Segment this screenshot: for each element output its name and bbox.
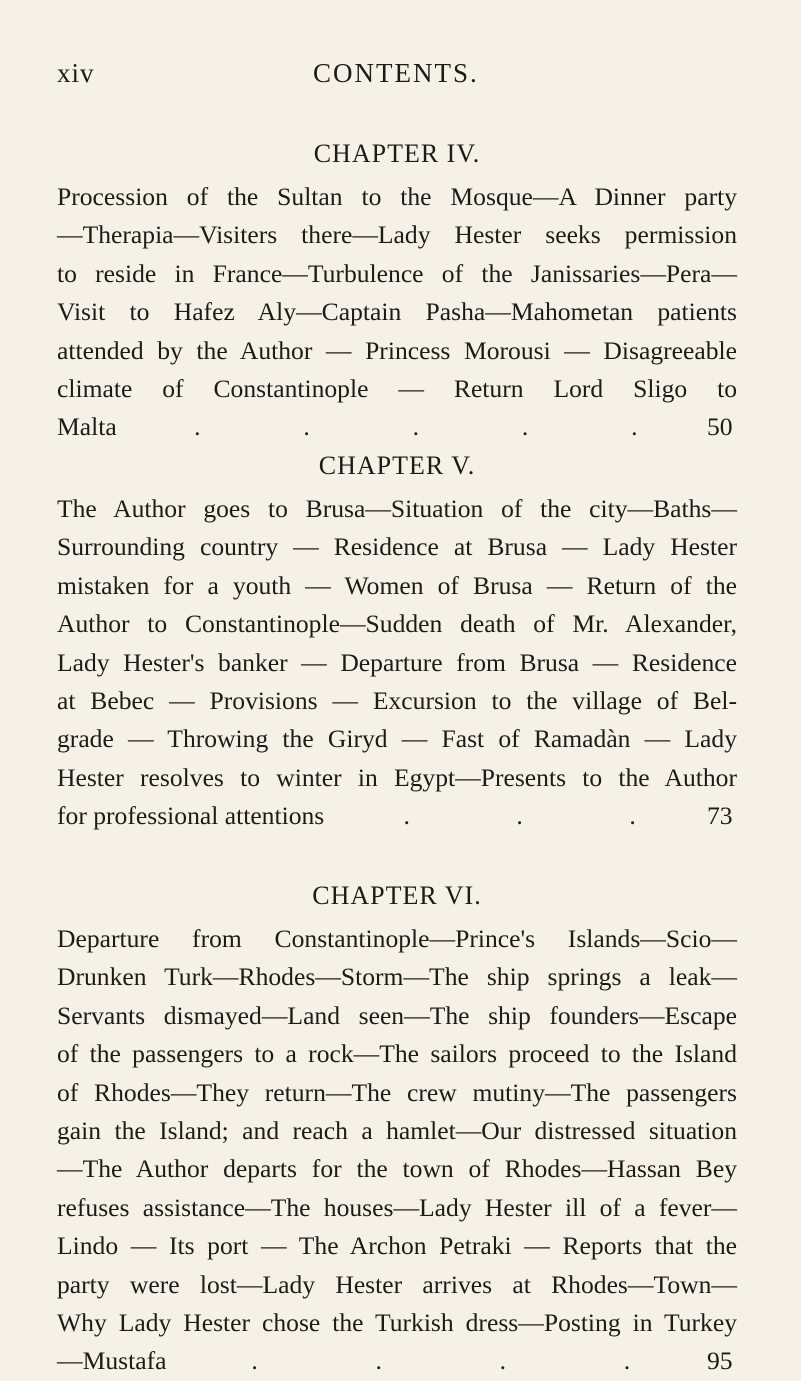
contents-entry-chapter-v	[57, 450, 737, 836]
running-title: CONTENTS.	[313, 58, 479, 88]
synopsis-line: Why Lady Hester chose the Turkish dress—Posting in Turkey	[57, 1308, 737, 1338]
chapter-heading: CHAPTER V.	[318, 451, 476, 480]
chapter-synopsis	[57, 920, 737, 1381]
synopsis-line: of the passengers to a rock—The sailors proceed to the Island	[57, 1039, 737, 1069]
contents-entry-chapter-vi	[57, 880, 737, 1381]
synopsis-line: The Author goes to Brusa—Situation of the city—Baths—	[57, 494, 737, 523]
dot-leaders	[166, 1342, 707, 1380]
leader-dot: .	[251, 1346, 258, 1376]
leader-dot: .	[194, 412, 201, 442]
leader-dot: .	[375, 1346, 382, 1376]
synopsis-line: mistaken for a youth — Women of Brusa — Return of the	[57, 570, 737, 600]
page-number: 95	[707, 1346, 733, 1376]
synopsis-line: —Therapia—Visiters there—Lady Hester seeks permission	[57, 220, 737, 250]
running-head	[57, 58, 757, 98]
leader-dot: .	[412, 412, 420, 442]
synopsis-line: Hester resolves to winter in Egypt—Presents to the Author	[57, 762, 737, 792]
leader-dot: .	[623, 1346, 631, 1376]
synopsis-line: Departure from Constantinople—Prince's Islands—Scio—	[57, 924, 737, 953]
dot-leaders	[117, 408, 707, 446]
page-number: 50	[707, 412, 733, 442]
leader-dot: .	[303, 412, 310, 442]
chapter-heading: CHAPTER VI.	[312, 881, 482, 910]
synopsis-final-line	[57, 408, 737, 446]
leader-dot: .	[629, 801, 636, 831]
synopsis-line: Lady Hester's banker — Departure from Brusa — Residence	[57, 647, 737, 677]
synopsis-line: attended by the Author — Princess Morousi — Disagreeable	[57, 335, 737, 365]
synopsis-line: grade — Throwing the Giryd — Fast of Ramadàn — Lady	[57, 724, 737, 754]
dot-leaders	[324, 797, 707, 835]
synopsis-line-end: —Mustafa	[57, 1346, 167, 1376]
synopsis-line: Surrounding country — Residence at Brusa — Lady Hester	[57, 532, 737, 562]
contents-entry-chapter-iv	[57, 138, 737, 447]
synopsis-line: gain the Island; and reach a hamlet—Our distressed situation	[57, 1116, 737, 1146]
synopsis-line-end: Malta	[57, 412, 117, 442]
synopsis-line: Procession of the Sultan to the Mosque—A Dinner party	[57, 182, 737, 211]
synopsis-line: to reside in France—Turbulence of the Janissaries—Pera—	[57, 258, 737, 288]
chapter-synopsis	[57, 178, 737, 447]
synopsis-line: party were lost—Lady Hester arrives at Rhodes—Town—	[57, 1269, 737, 1299]
leader-dot: .	[403, 801, 410, 831]
synopsis-line: Author to Constantinople—Sudden death of Mr. Alexander,	[57, 609, 737, 639]
leader-dot: .	[499, 1346, 506, 1376]
synopsis-line: at Bebec — Provisions — Excursion to the village of Bel-	[57, 686, 737, 716]
chapter-synopsis	[57, 490, 737, 836]
synopsis-line: Visit to Hafez Aly—Captain Pasha—Mahometan patients	[57, 297, 737, 327]
leader-dot: .	[516, 801, 523, 831]
synopsis-final-line	[57, 1342, 737, 1380]
page-folio: xiv	[57, 58, 95, 88]
leader-dot: .	[631, 412, 638, 442]
synopsis-line: —The Author departs for the town of Rhodes—Hassan Bey	[57, 1154, 737, 1184]
synopsis-line: Lindo — Its port — The Archon Petraki — Reports that the	[57, 1231, 737, 1261]
page-number: 73	[707, 801, 733, 831]
synopsis-line: refuses assistance—The houses—Lady Hester ill of a fever—	[57, 1192, 737, 1222]
synopsis-final-line	[57, 797, 737, 835]
synopsis-line-end: for professional attentions	[57, 801, 325, 831]
synopsis-line: of Rhodes—They return—The crew mutiny—The passengers	[57, 1077, 737, 1107]
chapter-heading: CHAPTER IV.	[313, 139, 481, 168]
synopsis-line: Drunken Turk—Rhodes—Storm—The ship springs a leak—	[57, 962, 737, 992]
synopsis-line: Servants dismayed—Land seen—The ship founders—Escape	[57, 1000, 737, 1030]
synopsis-line: climate of Constantinople — Return Lord Sligo to	[57, 374, 737, 404]
leader-dot: .	[521, 412, 529, 442]
